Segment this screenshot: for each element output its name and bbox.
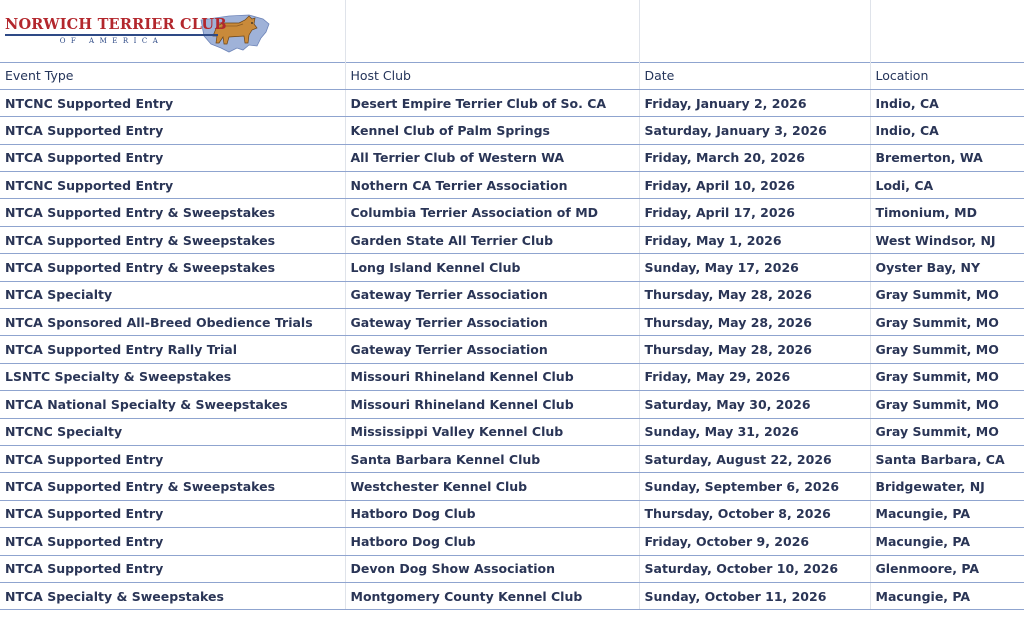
date-cell: Friday, January 2, 2026 (639, 89, 870, 116)
host-club-cell: Mississippi Valley Kennel Club (345, 418, 639, 445)
table-row (0, 199, 1024, 226)
location-cell: Indio, CA (870, 117, 1024, 144)
table-row (0, 172, 1024, 199)
host-club-cell: Kennel Club of Palm Springs (345, 117, 639, 144)
location-cell: West Windsor, NJ (870, 226, 1024, 253)
event-type-cell: NTCA Supported Entry & Sweepstakes (0, 226, 345, 253)
table-header-row (0, 62, 1024, 89)
header-host-club: Host Club (345, 62, 639, 89)
host-club-cell: Gateway Terrier Association (345, 309, 639, 336)
event-type-cell: NTCA Supported Entry (0, 117, 345, 144)
location-cell: Bridgewater, NJ (870, 473, 1024, 500)
date-cell: Saturday, May 30, 2026 (639, 391, 870, 418)
host-club-cell: Nothern CA Terrier Association (345, 172, 639, 199)
header-date: Date (639, 62, 870, 89)
location-cell: Gray Summit, MO (870, 363, 1024, 390)
column-divider (345, 0, 346, 62)
location-cell: Gray Summit, MO (870, 391, 1024, 418)
event-type-cell: NTCA Sponsored All-Breed Obedience Trials (0, 309, 345, 336)
table-row (0, 500, 1024, 527)
location-cell: Gray Summit, MO (870, 336, 1024, 363)
host-club-cell: Missouri Rhineland Kennel Club (345, 363, 639, 390)
location-cell: Gray Summit, MO (870, 281, 1024, 308)
location-cell: Macungie, PA (870, 500, 1024, 527)
table-row (0, 445, 1024, 472)
location-cell: Gray Summit, MO (870, 418, 1024, 445)
date-cell: Sunday, September 6, 2026 (639, 473, 870, 500)
table-row (0, 363, 1024, 390)
event-type-cell: NTCA National Specialty & Sweepstakes (0, 391, 345, 418)
date-cell: Friday, April 10, 2026 (639, 172, 870, 199)
host-club-cell: Devon Dog Show Association (345, 555, 639, 582)
date-cell: Thursday, May 28, 2026 (639, 281, 870, 308)
table-row (0, 89, 1024, 116)
logo-title: NORWICH TERRIER CLUB (5, 16, 227, 33)
location-cell: Bremerton, WA (870, 144, 1024, 171)
host-club-cell: Garden State All Terrier Club (345, 226, 639, 253)
date-cell: Thursday, May 28, 2026 (639, 309, 870, 336)
date-cell: Friday, March 20, 2026 (639, 144, 870, 171)
date-cell: Friday, May 1, 2026 (639, 226, 870, 253)
host-club-cell: All Terrier Club of Western WA (345, 144, 639, 171)
events-table-body (0, 62, 1024, 610)
table-row (0, 473, 1024, 500)
logo-row (0, 0, 1024, 63)
date-cell: Friday, April 17, 2026 (639, 199, 870, 226)
event-type-cell: NTCA Supported Entry (0, 528, 345, 555)
location-cell: Gray Summit, MO (870, 309, 1024, 336)
event-type-cell: NTCA Supported Entry Rally Trial (0, 336, 345, 363)
table-row (0, 528, 1024, 555)
table-row (0, 226, 1024, 253)
club-logo (2, 7, 272, 59)
header-location: Location (870, 62, 1024, 89)
table-row (0, 309, 1024, 336)
table-row (0, 418, 1024, 445)
table-row (0, 391, 1024, 418)
logo-rule (5, 34, 218, 36)
table-row (0, 254, 1024, 281)
date-cell: Saturday, August 22, 2026 (639, 445, 870, 472)
table-row (0, 144, 1024, 171)
event-type-cell: NTCA Supported Entry (0, 445, 345, 472)
host-club-cell: Gateway Terrier Association (345, 336, 639, 363)
location-cell: Macungie, PA (870, 582, 1024, 609)
date-cell: Friday, May 29, 2026 (639, 363, 870, 390)
host-club-cell: Montgomery County Kennel Club (345, 582, 639, 609)
host-club-cell: Desert Empire Terrier Club of So. CA (345, 89, 639, 116)
table-row (0, 281, 1024, 308)
table-row (0, 117, 1024, 144)
host-club-cell: Hatboro Dog Club (345, 528, 639, 555)
column-divider (639, 0, 640, 62)
location-cell: Santa Barbara, CA (870, 445, 1024, 472)
date-cell: Saturday, October 10, 2026 (639, 555, 870, 582)
events-table (0, 62, 1024, 610)
event-type-cell: NTCNC Supported Entry (0, 172, 345, 199)
host-club-cell: Columbia Terrier Association of MD (345, 199, 639, 226)
event-type-cell: NTCA Specialty & Sweepstakes (0, 582, 345, 609)
date-cell: Sunday, October 11, 2026 (639, 582, 870, 609)
logo-subtitle: OF AMERICA (59, 37, 164, 45)
event-type-cell: NTCA Supported Entry (0, 144, 345, 171)
event-type-cell: NTCA Supported Entry (0, 555, 345, 582)
date-cell: Thursday, October 8, 2026 (639, 500, 870, 527)
host-club-cell: Missouri Rhineland Kennel Club (345, 391, 639, 418)
date-cell: Saturday, January 3, 2026 (639, 117, 870, 144)
location-cell: Lodi, CA (870, 172, 1024, 199)
event-type-cell: NTCA Supported Entry & Sweepstakes (0, 473, 345, 500)
event-type-cell: NTCA Supported Entry (0, 500, 345, 527)
location-cell: Indio, CA (870, 89, 1024, 116)
date-cell: Thursday, May 28, 2026 (639, 336, 870, 363)
host-club-cell: Santa Barbara Kennel Club (345, 445, 639, 472)
location-cell: Timonium, MD (870, 199, 1024, 226)
location-cell: Glenmoore, PA (870, 555, 1024, 582)
table-row (0, 555, 1024, 582)
table-row (0, 336, 1024, 363)
host-club-cell: Hatboro Dog Club (345, 500, 639, 527)
host-club-cell: Gateway Terrier Association (345, 281, 639, 308)
date-cell: Friday, October 9, 2026 (639, 528, 870, 555)
header-event-type: Event Type (0, 62, 345, 89)
host-club-cell: Westchester Kennel Club (345, 473, 639, 500)
table-row (0, 582, 1024, 609)
event-type-cell: NTCA Supported Entry & Sweepstakes (0, 199, 345, 226)
event-type-cell: NTCNC Supported Entry (0, 89, 345, 116)
event-type-cell: NTCNC Specialty (0, 418, 345, 445)
date-cell: Sunday, May 17, 2026 (639, 254, 870, 281)
event-type-cell: NTCA Specialty (0, 281, 345, 308)
host-club-cell: Long Island Kennel Club (345, 254, 639, 281)
column-divider (870, 0, 871, 62)
event-type-cell: NTCA Supported Entry & Sweepstakes (0, 254, 345, 281)
event-type-cell: LSNTC Specialty & Sweepstakes (0, 363, 345, 390)
location-cell: Macungie, PA (870, 528, 1024, 555)
location-cell: Oyster Bay, NY (870, 254, 1024, 281)
date-cell: Sunday, May 31, 2026 (639, 418, 870, 445)
